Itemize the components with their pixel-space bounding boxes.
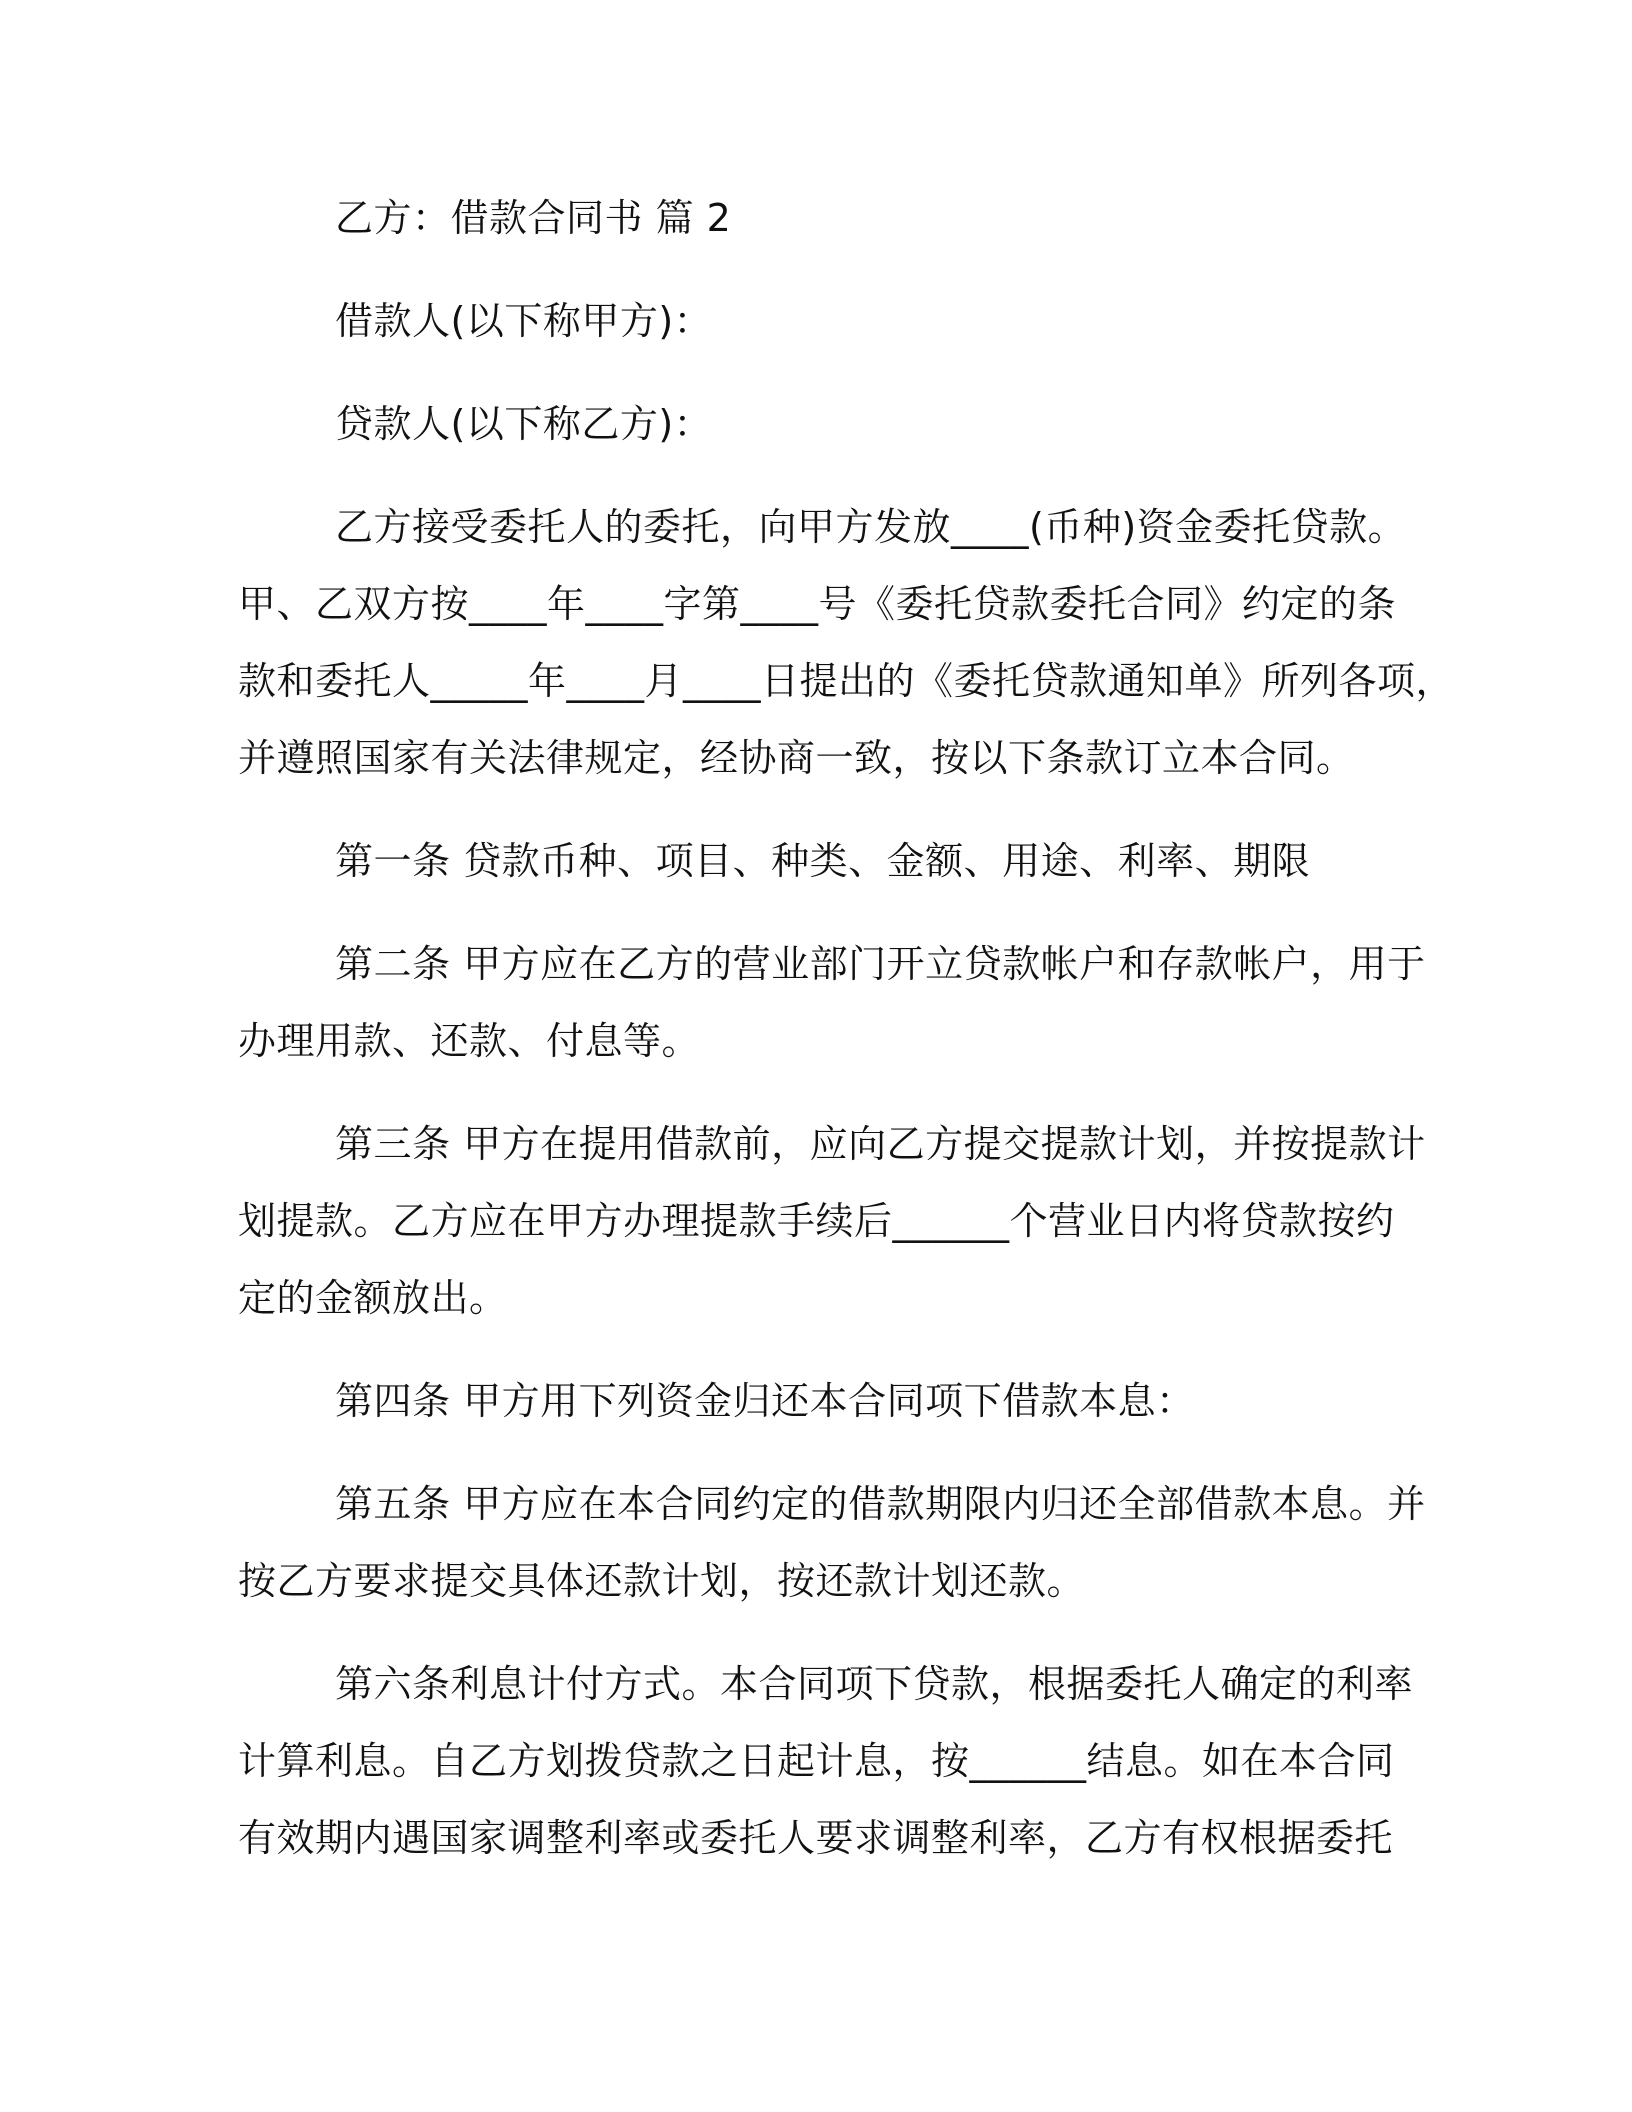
paragraph-preamble-line-1: 乙方接受委托人的委托，向甲方发放____(币种)资金委托贷款。	[335, 505, 1407, 549]
paragraph-borrower: 借款人(以下称甲方)：	[335, 299, 713, 343]
article-2-line-1: 第二条 甲方应在乙方的营业部门开立贷款帐户和存款帐户，用于	[335, 942, 1426, 986]
article-3-line-2: 划提款。乙方应在甲方办理提款手续后______个营业日内将贷款按约	[238, 1199, 1395, 1243]
article-1: 第一条 贷款币种、项目、种类、金额、用途、利率、期限	[335, 839, 1311, 883]
article-6-line-2: 计算利息。自乙方划拨贷款之日起计息，按______结息。如在本合同	[238, 1739, 1395, 1783]
paragraph-lender: 贷款人(以下称乙方)：	[335, 402, 713, 446]
paragraph-heading-party-b: 乙方：借款合同书 篇 2	[335, 196, 732, 240]
paragraph-preamble-line-3: 款和委托人_____年____月____日提出的《委托贷款通知单》所列各项，	[238, 659, 1455, 703]
article-3-line-1: 第三条 甲方在提用借款前，应向乙方提交提款计划，并按提款计	[335, 1122, 1426, 1166]
article-4: 第四条 甲方用下列资金归还本合同项下借款本息：	[335, 1379, 1195, 1423]
article-5-line-1: 第五条 甲方应在本合同约定的借款期限内归还全部借款本息。并	[335, 1482, 1426, 1526]
article-6-line-3: 有效期内遇国家调整利率或委托人要求调整利率，乙方有权根据委托	[238, 1816, 1394, 1860]
article-6-line-1: 第六条利息计付方式。本合同项下贷款，根据委托人确定的利率	[335, 1662, 1414, 1706]
paragraph-preamble-line-4: 并遵照国家有关法律规定，经协商一致，按以下条款订立本合同。	[238, 736, 1355, 780]
paragraph-preamble-line-2: 甲、乙双方按____年____字第____号《委托贷款委托合同》约定的条	[238, 582, 1397, 626]
article-2-line-2: 办理用款、还款、付息等。	[238, 1019, 701, 1063]
article-5-line-2: 按乙方要求提交具体还款计划，按还款计划还款。	[238, 1559, 1086, 1603]
article-3-line-3: 定的金额放出。	[238, 1276, 508, 1320]
